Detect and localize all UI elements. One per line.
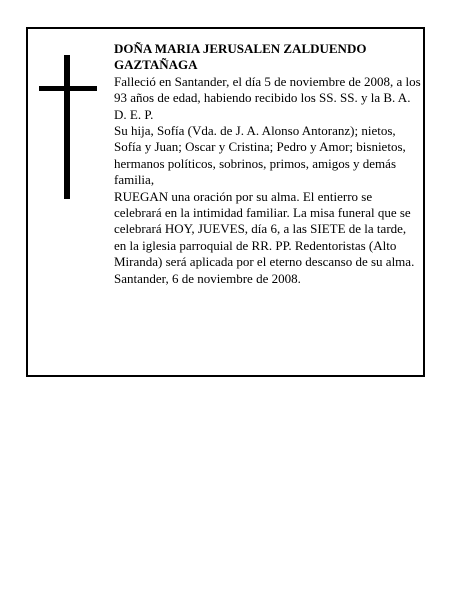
family-list: Su hija, Sofía (Vda. de J. A. Alonso Antoranz); nietos, Sofía y Juan; Oscar y Cristina; Pedro y Amor; bisnietos, hermanos políticos, sobrinos, primos, amigos y demás familia, [114,123,406,188]
mass-announcement: RUEGAN una oración por su alma. El entierro se celebrará en la intimidad familiar. La misa funeral que se celebrará HOY, JUEVES, día 6, a las SIETE de la tarde, en la iglesia parroquial de RR. PP. Redentoristas (Alto Miranda) será aplicada por el eterno descanso de su alma. [114,188,415,270]
obituary-notice [26,27,425,377]
deceased-name: DOÑA MARIA JERUSALEN ZALDUENDO GAZTAÑAGA [114,41,367,73]
rest-in-peace: D. E. P. [114,106,154,122]
death-announcement: Falleció en Santander, el día 5 de noviembre de 2008, a los 93 años de edad, habiendo recibido los SS. SS. y la B. A. [114,73,421,106]
cross-icon [39,55,97,199]
place-date: Santander, 6 de noviembre de 2008. [114,270,301,286]
notice-text [114,41,421,287]
